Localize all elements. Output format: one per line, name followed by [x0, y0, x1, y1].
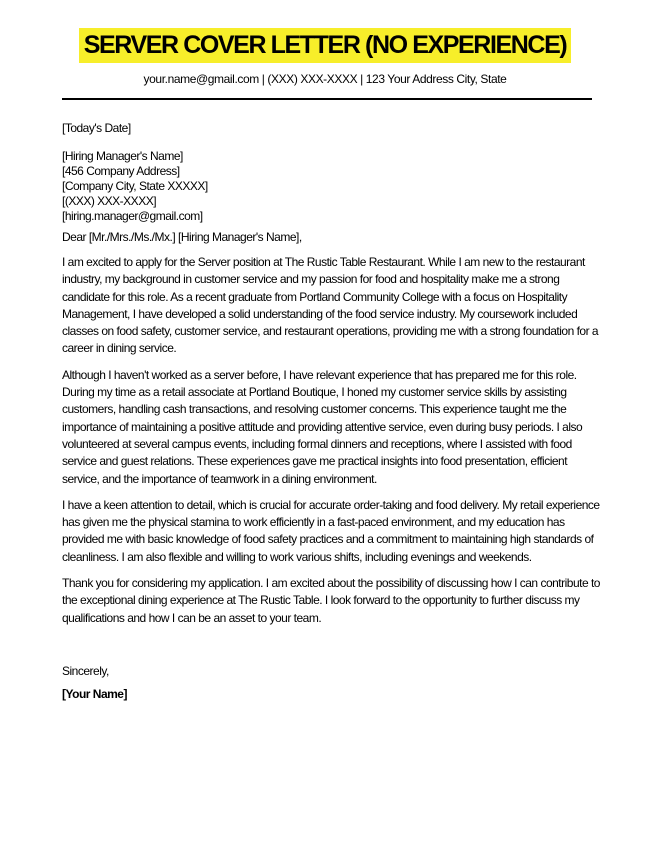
recipient-block — [62, 149, 607, 224]
paragraph-experience: Although I haven't worked as a server before, I have relevant experience that has prepared me for this role. During my time as a retail associate at Portland Boutique, I honed my customer service skills by assisting customers, handling cash transactions, and resolving customer concerns. This experience taught me the importance of maintaining a positive attitude and providing attentive service, even during busy periods. I also volunteered at several campus events, including formal dinners and receptions, where I assisted with food service and guest relations. These experiences gave me practical insights into food presentation, efficient service, and the importance of teamwork in a dining environment. — [62, 367, 583, 486]
paragraph-intro: I am excited to apply for the Server position at The Rustic Table Restaurant. While I am new to the restaurant industry, my background in customer service and my passion for food and hospitality make me a strong candidate for this role. As a recent graduate from Portland Community College with a focus on Hospitality Management, I have developed a solid understanding of the food service industry. My coursework included classes on food safety, customer service, and restaurant operations, providing me with a strong foundation for a career in dining service. — [62, 255, 599, 356]
recipient-address-line: [456 Company Address] — [62, 164, 180, 178]
signature-placeholder: [Your Name] — [62, 686, 127, 701]
paragraph-skills: I have a keen attention to detail, which is crucial for accurate order-taking and food delivery. My retail experience has given me the physical stamina to work efficiently in a fast-paced environment, and my education has provided me with basic knowledge of food safety practices and a commitment to maintaining high standards of cleanliness. I am also flexible and willing to work various shifts, including evenings and weekends. — [62, 497, 600, 564]
recipient-email-line: [hiring.manager@gmail.com] — [62, 209, 203, 223]
page-title: SERVER COVER LETTER (NO EXPERIENCE) — [79, 28, 572, 63]
letter-body — [62, 121, 607, 703]
contact-line: your.name@gmail.com | (XXX) XXX-XXXX | 123 Your Address City, State — [143, 72, 507, 86]
title-row — [0, 28, 650, 63]
recipient-phone-line: [(XXX) XXX-XXXX] — [62, 194, 157, 208]
document-header — [0, 28, 650, 100]
date-placeholder: [Today's Date] — [62, 121, 131, 135]
recipient-name-line: [Hiring Manager's Name] — [62, 149, 183, 163]
paragraph-thanks: Thank you for considering my application. I am excited about the possibility of discussing how I can contribute to the exceptional dining experience at The Rustic Table. I look forward to the opportunity to further discuss my qualifications and how I can be an asset to your team. — [62, 576, 600, 625]
closing-line: Sincerely, — [62, 663, 109, 678]
recipient-city-line: [Company City, State XXXXX] — [62, 179, 208, 193]
salutation: Dear [Mr./Mrs./Ms./Mx.] [Hiring Manager's Name], — [62, 230, 302, 244]
divider-rule — [62, 98, 592, 100]
